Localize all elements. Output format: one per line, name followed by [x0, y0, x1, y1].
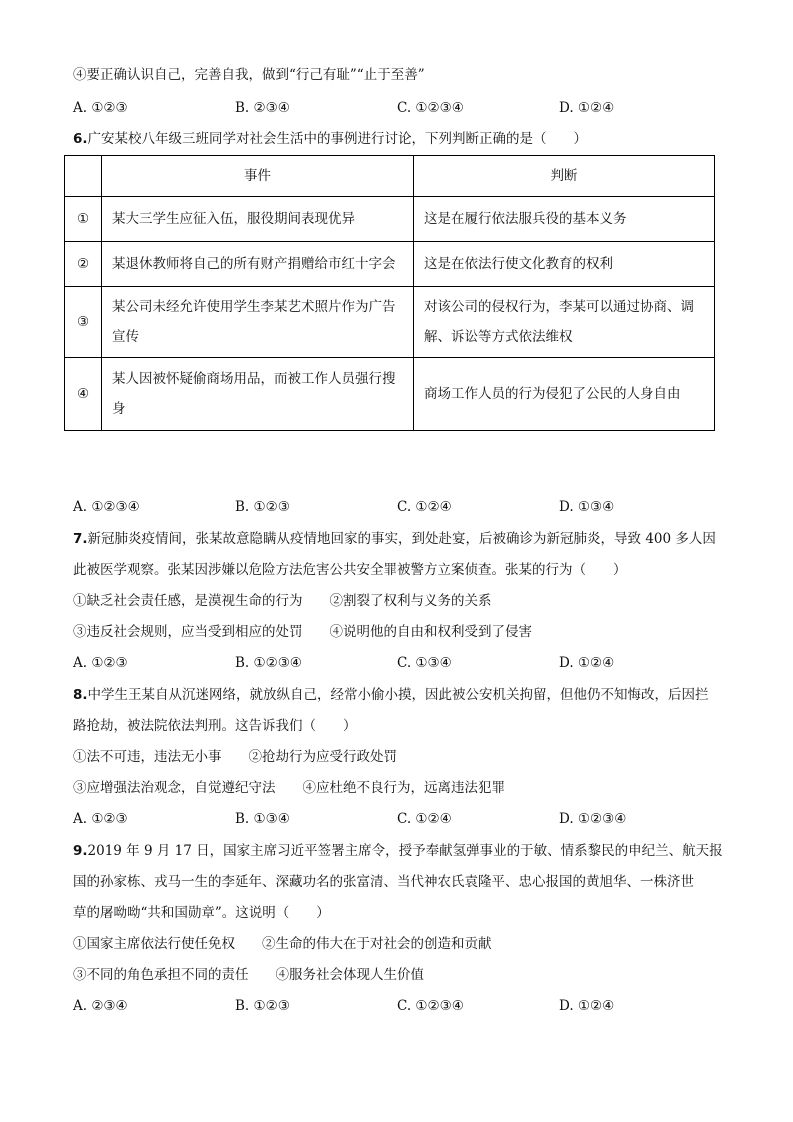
table-row [65, 197, 715, 242]
q8-statements-line2: ③应增强法治观念，自觉遵纪守法 ④应杜绝不良行为，远离违法犯罪 [73, 780, 505, 796]
q7-statements-line2: ③违反社会规则，应当受到相应的处罚 ④说明他的自由和权利受到了侵害 [73, 624, 532, 640]
q8-options [73, 810, 733, 828]
q6-option-b[interactable]: B. ①②③ [235, 499, 290, 515]
q5-option-b[interactable]: B. ②③④ [235, 100, 290, 116]
q6-event-table [64, 155, 715, 431]
q6-options [73, 498, 733, 516]
q5-statement-4: ④要正确认识自己，完善自我，做到“行己有耻”“止于至善” [73, 67, 425, 83]
q9-stem-line3: 草的屠呦呦“共和国勋章”。这说明（ ） [73, 905, 330, 921]
q6-option-a[interactable]: A. ①②③④ [73, 499, 140, 515]
q7-option-b[interactable]: B. ①②③④ [235, 655, 302, 671]
table-row [65, 242, 715, 287]
header-index [65, 156, 102, 197]
question-number: 6. [73, 131, 88, 147]
q7-options [73, 654, 733, 672]
q9-option-b[interactable]: B. ①②③ [235, 998, 290, 1014]
q6-stem-text: 广安某校八年级三班同学对社会生活中的事例进行讨论，下列判断正确的是（ ） [87, 131, 588, 147]
table-row [65, 287, 715, 358]
q7-stem-text: 新冠肺炎疫情间，张某故意隐瞒从疫情地回家的事实，到处赴宴，后被确诊为新冠肺炎，导致 400 多人因 [87, 531, 716, 547]
q7-option-a[interactable]: A. ①②③ [73, 655, 128, 671]
question-number: 7. [73, 531, 88, 547]
q8-stem-text: 中学生王某自从沉迷网络，就放纵自己，经常小偷小摸，因此被公安机关拘留，但他仍不知悔改，后因拦 [87, 687, 709, 703]
q8-option-b[interactable]: B. ①③④ [235, 811, 290, 827]
question-number: 8. [73, 687, 88, 703]
q8-statements-line1: ①法不可违，违法无小事 ②抢劫行为应受行政处罚 [73, 749, 397, 765]
q8-option-c[interactable]: C. ①②④ [397, 811, 452, 827]
header-event: 事件 [102, 156, 414, 197]
q5-option-d[interactable]: D. ①②④ [559, 100, 615, 116]
header-judgment: 判断 [414, 156, 715, 197]
row-judgment: 这是在依法行使文化教育的权利 [414, 242, 715, 287]
q5-option-c[interactable]: C. ①②③④ [397, 100, 464, 116]
row-number: ① [65, 197, 102, 242]
q8-stem-line2: 路抢劫，被法院依法判刑。这告诉我们（ ） [73, 718, 357, 734]
q7-stem-line2: 此被医学观察。张某因涉嫌以危险方法危害公共安全罪被警方立案侦查。张某的行为（ ） [73, 562, 627, 578]
row-judgment: 对该公司的侵权行为，李某可以通过协商、调解、诉讼等方式依法维权 [414, 287, 715, 358]
q7-statements-line1: ①缺乏社会责任感，是漠视生命的行为 ②割裂了权利与义务的关系 [73, 593, 492, 609]
q6-option-d[interactable]: D. ①③④ [559, 499, 615, 515]
q8-option-a[interactable]: A. ①②③ [73, 811, 128, 827]
q9-option-c[interactable]: C. ①②③④ [397, 998, 464, 1014]
q5-options [73, 99, 733, 117]
q9-stem-text: 2019 年 9 月 17 日，国家主席习近平签署主席令，授予奉献氢弹事业的于敏、情系黎民的申纪兰、航天报 [87, 843, 723, 859]
table-header-row [65, 156, 715, 197]
q9-statements-line1: ①国家主席依法行使任免权 ②生命的伟大在于对社会的创造和贡献 [73, 936, 492, 952]
row-judgment: 这是在履行依法服兵役的基本义务 [414, 197, 715, 242]
q7-stem-line1 [73, 530, 716, 548]
row-judgment: 商场工作人员的行为侵犯了公民的人身自由 [414, 358, 715, 431]
q9-option-a[interactable]: A. ②③④ [73, 998, 128, 1014]
q9-options [73, 997, 733, 1015]
row-number: ② [65, 242, 102, 287]
q8-stem-line1 [73, 686, 709, 704]
row-event: 某公司未经允许使用学生李某艺术照片作为广告宣传 [102, 287, 414, 358]
q7-option-d[interactable]: D. ①②④ [559, 655, 615, 671]
q9-stem-line2: 国的孙家栋、戎马一生的李延年、深藏功名的张富清、当代神农氏袁隆平、忠心报国的黄旭华、一株济世 [73, 874, 694, 890]
row-event: 某退休教师将自己的所有财产捐赠给市红十字会 [102, 242, 414, 287]
table-row [65, 358, 715, 431]
row-number: ③ [65, 287, 102, 358]
q9-statements-line2: ③不同的角色承担不同的责任 ④服务社会体现人生价值 [73, 967, 424, 983]
q9-option-d[interactable]: D. ①②④ [559, 998, 615, 1014]
question-number: 9. [73, 843, 88, 859]
row-number: ④ [65, 358, 102, 431]
q9-stem-line1 [73, 842, 723, 860]
q7-option-c[interactable]: C. ①③④ [397, 655, 452, 671]
q6-option-c[interactable]: C. ①②④ [397, 499, 452, 515]
row-event: 某大三学生应征入伍，服役期间表现优异 [102, 197, 414, 242]
row-event: 某人因被怀疑偷商场用品，而被工作人员强行搜身 [102, 358, 414, 431]
q5-option-a[interactable]: A. ①②③ [73, 100, 128, 116]
q8-option-d[interactable]: D. ①②③④ [559, 811, 627, 827]
q6-stem [73, 130, 587, 148]
